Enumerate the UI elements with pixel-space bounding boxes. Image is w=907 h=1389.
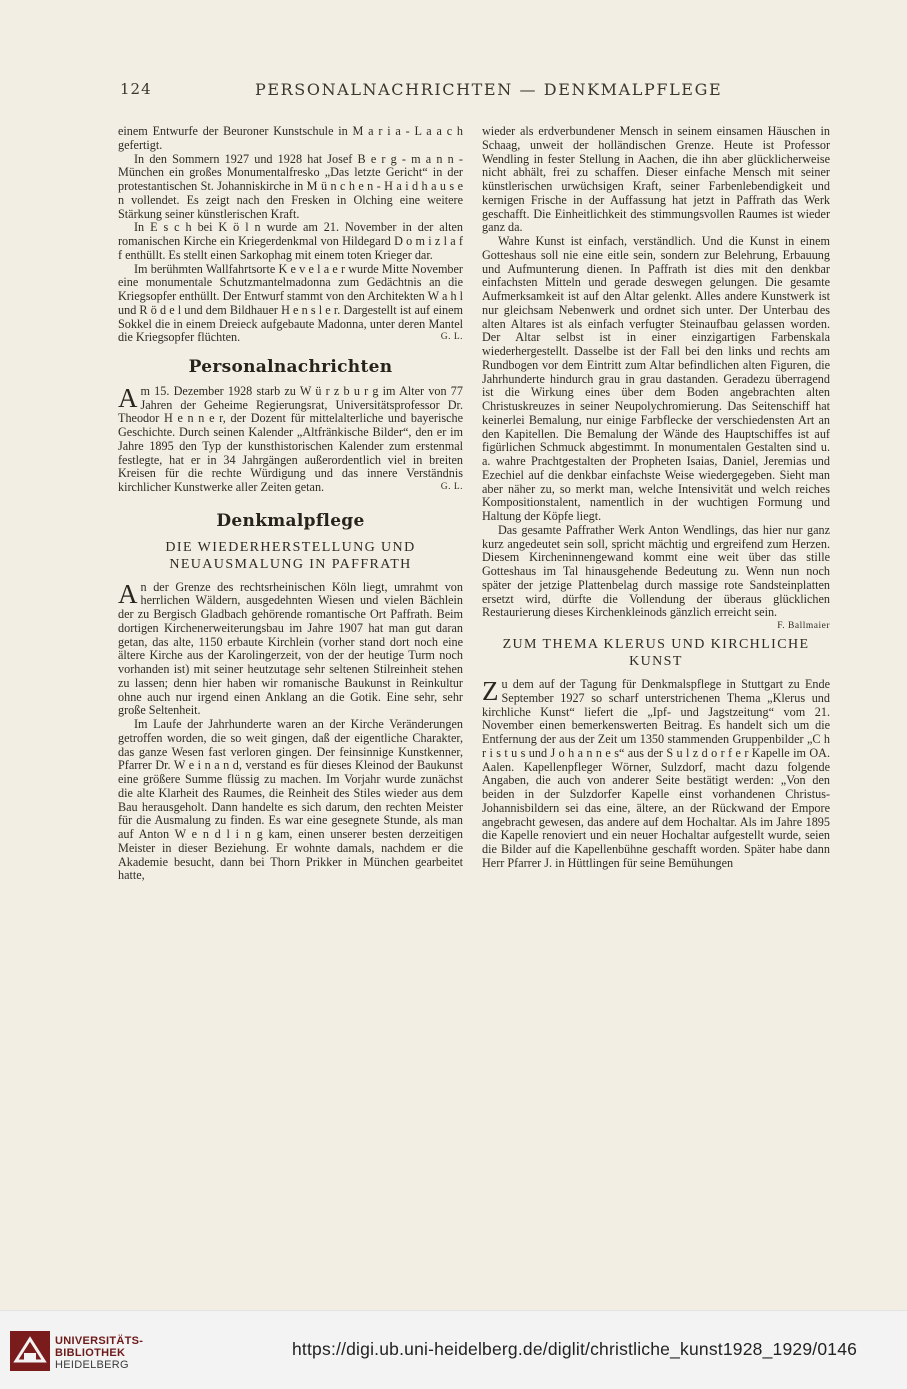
drop-cap: A — [118, 578, 138, 609]
paragraph — [118, 578, 463, 719]
author-signature: G. L. — [440, 482, 463, 492]
paragraph: In E s c h bei K ö l n wurde am 21. November in der alten romanischen Kirche ein Kriegerdenkmal von Hildegard D o m i z l a f f enthüllt. Es stellt einen Sarkophag mit einem toten Krieger dar. — [118, 220, 463, 262]
paragraph — [482, 678, 830, 871]
paragraph: Wahre Kunst ist einfach, verständlich. Und die Kunst in einem Gotteshaus soll nie eine eitle sein, sondern zur Belehrung, Erbauung und Aufmunterung dienen. In Paffrath ist dies mit den denkbar einfachsten Mitteln und gerade deswegen gelungen. Die gesamte Aufmerksamkeit ist auf den Altar gelenkt. Alles andere Kunstwerk ist nur gleichsam Nebenwerk und ordnet sich unter. Der Unterbau des alten Altares ist als einfach verfugter Steinaufbau gelassen worden. Der Altar selbst ist in einer einzigartigen Farbenskala wiederhergestellt. Dasselbe ist der Fall bei den links und rechts am Rundbogen vor dem Eintritt zum Altar befindlichen alten Figuren, die Jahrhunderte hindurch grau in grau dastanden. Geradezu überragend ist die Wirkung eines über dem Boden angebrachten alten Christuskreuzes in seiner Neupolychromierung. Das Seitenschiff hat keinerlei Bemalung, nur einige Farbflecke der verschiedensten Art an den Kapitellen. Die Bemalung der Wände des Hauptschiffes ist auf figürlichen Schmuck abgestimmt. In monumentalen Gestalten sind u. a. wahre Prachtgestalten der Propheten Isaias, Daniel, Jeremias und Ezechiel auf die denkbar einfachste Weise wiedergegeben. Sieht man aber näher zu, so merkt man, welche Intensivität und welch reiches Kompositionstalent, namentlich in der wuchtigen Formung und Haltung der Köpfe liegt. — [482, 234, 830, 523]
left-column — [118, 125, 463, 883]
library-name-line: BIBLIOTHEK — [55, 1347, 126, 1359]
paragraph-text: u dem auf der Tagung für Denkmalspflege in Stuttgart zu Ende September 1927 so scharf unterstrichenen Thema „Klerus und kirchliche Kunst“ liefert die „Ipf- und Jagstzeitung“ vom 21. November einen bemerkenswerten Beitrag. Es handelt sich um die Entfernung der aus der Zeit um 1350 stammenden Gruppenbilder „C h r i s t u s und J o h a n n e s“ aus der S u l z d o r f e r Kapelle im OA. Aalen. Kapellenpfleger Wörner, Sulzdorf, macht dazu folgende Angaben, die auch von anderer Seite bestätigt werden: „Von den beiden in der Sulzdorfer Kapelle einst vorhandenen Christus-Johannisbildern sei das eine, ältere, an der Rückwand der Empore angebracht gewesen, das andere auf dem Hochaltar. Als im Jahre 1895 die Kapelle renoviert und ein neuer Hochaltar aufgestellt wurde, seien die Bilder auf die Kapellenbühne geschafft worden. Später habe dann Herr Pfarrer J. in Hüttlingen für seine Bemühungen — [482, 677, 830, 870]
section-heading-personalnachrichten: Personalnachrichten — [188, 357, 393, 377]
article-title: DIE WIEDERHERSTELLUNG UND NEUAUSMALUNG IN PAFFRATH — [165, 539, 416, 572]
library-name-line: UNIVERSITÄTS- — [55, 1335, 144, 1347]
drop-cap: A — [118, 382, 138, 413]
article-title: ZUM THEMA KLERUS UND KIRCHLICHE KUNST — [502, 637, 810, 669]
paragraph — [118, 382, 463, 495]
paragraph: In den Sommern 1927 und 1928 hat Josef B e r g - m a n n - München ein großes Monumentalfresko „Das letzte Gericht“ in der protestantischen St. Johanniskirche in M ü n c h e n - H a i d h a u s e n vollendet. Es zeigt nach den Fresken in Olching eine weitere Stärkung seiner künstlerischen Kraft. — [118, 151, 463, 221]
page-header — [120, 80, 723, 104]
paragraph-text: Das gesamte Paffrather Werk Anton Wendlings, das hier nur ganz kurz angedeutet sein soll, spricht mächtig und ergreifend zum Herzen. Diesem Kircheninnengewand kommt eine weit über das stille Gotteshaus im Tal hinausgehende Bedeutung zu. Wenn nun noch später der jetzige Plattenbelag durch massige rote Sandsteinplatten ersetzt wird, dürfte die Vollendung der überaus glücklichen Restaurierung dieses Kirchenkleinods gänzlich erreicht sein. — [482, 522, 830, 620]
permalink-url[interactable]: https://digi.ub.uni-heidelberg.de/diglit/christliche_kunst1928_1929/0146 — [292, 1339, 858, 1359]
paragraph: wieder als erdverbundener Mensch in seinem einsamen Häuschen in Schaag, unweit der holländischen Grenze. Heute ist Professor Wendling in fester Stellung in Aachen, die ihn aber glücklicherweise nicht abhält, frei zu schaffen. Dieser einfache Mensch mit seiner künstlerischen urwüchsigen Kraft, seiner Farbenlebendigkeit und kernigen Frische in der Auffassung hat jetzt in Paffrath das Werk geschafft. Die Einheitlichkeit des stimmungsvollen Raumes ist wieder ganz da. — [482, 124, 830, 235]
paragraph: Im Laufe der Jahrhunderte waren an der Kirche Veränderungen getroffen worden, die so weit gingen, daß der eigentliche Charakter, das ganze Wesen fast verloren gingen. Der feinsinnige Kunstkenner, Pfarrer Dr. W e i n a n d, verstand es für dieses Kleinod der Baukunst eine größere Summe flüssig zu machen. Im Vorjahr wurde zunächst die alte Klarheit des Raumes, die Reinheit des Stiles wieder aus dem Bau herausgeholt. Dann handelte es sich darum, den rechten Meister für die Ausmalung zu finden. Es war eine gesegnete Stunde, als man auf Anton W e n d l i n g kam, einen unserer besten derzeitigen Meister in dieser Beziehung. Er wohnte damals, nachdem er die Akademie besucht, dann bei Thorn Prikker in München gearbeitet hatte, — [118, 717, 463, 883]
section-heading-denkmalpflege: Denkmalpflege — [216, 510, 365, 531]
viewer-footer — [0, 1310, 907, 1389]
author-signature: F. Ballmaier — [777, 621, 830, 631]
paragraph — [482, 522, 830, 631]
paragraph-text: n der Grenze des rechtsrheinischen Köln liegt, umrahmt von herrlichen Wäldern, ausgedehnten Wiesen und vielen Bächlein der zu Bergisch Gladbach gehörende romantische Ort Paffrath. Beim dortigen Kirchenerweiterungsbau im Jahre 1907 hat man gut daran getan, das alte, 1150 erbaute Kirchlein (vorher stand dort noch eine ältere Kirche aus der Karolingerzeit, von der der heutige Turm noch vorhanden ist) mit seiner heutzutage sehr seltenen Stilreinheit stehen zu lassen; denn hier haben wir romanische Baukunst in Reinkultur ohne auch nur irgend einen Anklang an die Gotik. Eine sehr, sehr große Seltenheit. — [118, 579, 463, 718]
right-column — [482, 125, 830, 871]
page-number: 124 — [120, 80, 152, 98]
paragraph — [118, 263, 463, 346]
paragraph-text: m 15. Dezember 1928 starb zu W ü r z b u r g im Alter von 77 Jahren der Geheime Regierungsrat, Universitätsprofessor Dr. Theodor H e n n e r, der Dozent für mittelalterliche und bayerische Geschichte. Durch seinen Kalender „Altfränkische Bilder“, den er im Jahre 1895 den Typ der kunsthistorischen Kalender zum erstenmal festlegte, hat er in 34 Jahrgängen außerordentlich viel in breiten Kreisen für die rechte Würdigung und das innere Verständnis kirchlicher Kunstwerke aller Zeiten getan. — [118, 383, 463, 494]
author-signature: G. L. — [440, 332, 463, 343]
paragraph: einem Entwurfe der Beuroner Kunstschule in M a r i a - L a a c h gefertigt. — [118, 124, 463, 152]
running-title: PERSONALNACHRICHTEN — DENKMALPFLEGE — [255, 80, 723, 99]
paragraph-text: Im berühmten Wallfahrtsorte K e v e l a e r wurde Mitte November eine monumentale Schutzmantelmadonna zum Gedächtnis an die Kriegsopfer enthüllt. Der Entwurf stammt von den Architekten W a h l und R ö d e l und dem Bildhauer H e n s l e r. Dargestellt ist auf einem Sokkel die in einem Dreieck aufgebaute Madonna, unter deren Mantel die Kriegsopfer flüchten. — [118, 261, 463, 345]
library-name-line: HEIDELBERG — [55, 1359, 129, 1371]
university-library-logo-icon — [10, 1331, 50, 1371]
drop-cap: Z — [482, 676, 499, 706]
library-name[interactable] — [55, 1335, 143, 1371]
